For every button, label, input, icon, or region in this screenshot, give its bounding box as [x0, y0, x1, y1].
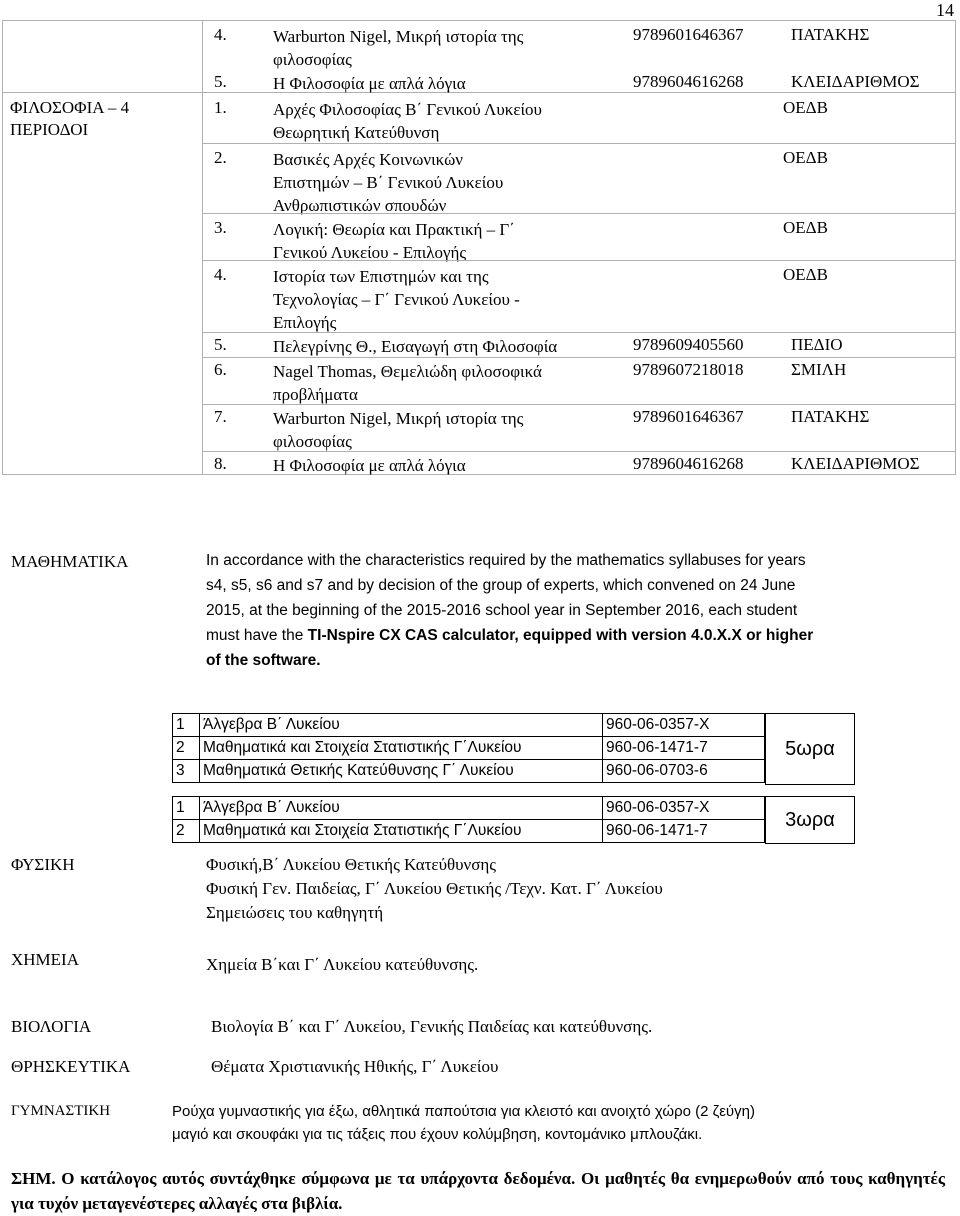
book-publisher: ΚΛΕΙΔΑΡΙΘΜΟΣ: [791, 454, 920, 473]
table-row: [203, 357, 955, 404]
philosophy-books: [203, 93, 956, 475]
book-title: Ιστορία των Επιστημών και της Τεχνολογίας – Γ΄ Γενικού Λυκείου - Επιλογής: [273, 267, 520, 332]
row-number: 2: [173, 820, 200, 843]
book-isbn: 960-06-1471-7: [603, 820, 765, 843]
book-isbn: 960-06-1471-7: [603, 737, 765, 760]
table-row: [203, 213, 955, 262]
book-title: Άλγεβρα Β΄ Λυκείου: [200, 714, 603, 737]
book-publisher: ΟΕΔΒ: [783, 218, 828, 237]
book-isbn: 9789601646367: [633, 407, 744, 426]
math-3h-table: [172, 796, 765, 843]
calculator-requirement-text: [206, 548, 816, 673]
book-title: Πελεγρίνης Θ., Εισαγωγή στη Φιλοσοφία: [273, 337, 558, 356]
row-number: 1: [173, 714, 200, 737]
book-isbn: 9789601646367: [633, 25, 744, 44]
book-number: 2.: [214, 148, 227, 167]
footnote: ΣΗΜ. Ο κατάλογος αυτός συντάχθηκε σύμφωνα με τα υπάρχοντα δεδομένα. Οι μαθητές θα ενημερωθούν από τους καθηγητές για τυχόν μεταγενέστερες αλλαγές στα βιβλία.: [11, 1169, 945, 1213]
book-isbn: 9789609405560: [633, 335, 744, 354]
book-number: 7.: [214, 407, 227, 426]
calculator-text-bold: TI-Nspire CX CAS calculator, equipped with version 4.0.X.X or higher of the software.: [206, 627, 814, 669]
row-number: 2: [173, 737, 200, 760]
mathematics-label: ΜΑΘΗΜΑΤΙΚΑ: [11, 552, 129, 571]
book-isbn: 9789604616268: [633, 72, 744, 91]
book-number: 1.: [214, 98, 227, 117]
book-isbn: 960-06-0703-6: [603, 760, 765, 783]
book-number: 4.: [214, 265, 227, 284]
book-number: 3.: [214, 218, 227, 237]
table-row: [173, 737, 765, 760]
book-isbn: 960-06-0357-X: [603, 714, 765, 737]
calculator-text-plain: In accordance with the characteristics required by the mathematics syllabuses for years s4, s5, s6 and s7 and by decision of the group of experts, which convened on 24 June 2015, at the beginning of the 2015-2016 school year in September 2016, each student must have the: [206, 552, 806, 644]
physics-book-1: Φυσική,Β΄ Λυκείου Θετικής Κατεύθυνσης: [206, 855, 497, 874]
book-title: Λογική: Θεωρία και Πρακτική – Γ΄ Γενικού Λυκείου - Επιλογής: [273, 220, 515, 262]
pe-swimming-line: μαγιό και σκουφάκι για τις τάξεις που έχουν κολύμβηση, κοντομάνικο μπλουζάκι.: [172, 1126, 703, 1143]
book-number: 5.: [214, 72, 227, 91]
table-row: [203, 260, 955, 332]
book-publisher: ΠΑΤΑΚΗΣ: [791, 407, 870, 426]
chemistry-book: Χημεία Β΄και Γ΄ Λυκείου κατεύθυνσης.: [206, 955, 479, 974]
book-title: Η Φιλοσοφία με απλά λόγια: [273, 456, 466, 475]
pe-clothing-line: Ρούχα γυμναστικής για έξω, αθλητικά παπούτσια για κλειστό και ανοιχτό χώρο (2 ζεύγη): [172, 1103, 755, 1120]
book-publisher: ΟΕΔΒ: [783, 265, 828, 284]
book-publisher: ΠΑΤΑΚΗΣ: [791, 25, 870, 44]
subject-name: ΦΙΛΟΣΟΦΙΑ – 4: [10, 98, 130, 117]
book-number: 8.: [214, 454, 227, 473]
philosophy-book-table: [2, 20, 956, 475]
religion-label: ΘΡΗΣΚΕΥΤΙΚΑ: [11, 1057, 131, 1076]
physics-book-2: Φυσική Γεν. Παιδείας, Γ΄ Λυκείου Θετικής /Τεχν. Κατ. Γ΄ Λυκείου: [206, 879, 663, 898]
table-row: [203, 451, 955, 475]
book-isbn: 9789604616268: [633, 454, 744, 473]
table-row: [173, 760, 765, 783]
row-number: 3: [173, 760, 200, 783]
book-publisher: ΟΕΔΒ: [783, 148, 828, 167]
philosophy-subject-cell: [3, 93, 203, 475]
empty-subject-cell: [3, 21, 203, 93]
book-isbn: 960-06-0357-X: [603, 797, 765, 820]
hours-badge-5: 5ωρα: [765, 713, 855, 785]
book-title: Warburton Nigel, Μικρή ιστορία της φιλοσοφίας: [273, 27, 524, 69]
book-publisher: ΚΛΕΙΔΑΡΙΘΜΟΣ: [791, 72, 920, 91]
biology-book: Βιολογία Β΄ και Γ΄ Λυκείου, Γενικής Παιδείας και κατεύθυνσης.: [211, 1017, 653, 1036]
book-isbn: 9789607218018: [633, 360, 744, 379]
math-5h-table: [172, 713, 765, 783]
table-row: [203, 404, 955, 451]
page-number: 14: [936, 0, 954, 20]
book-title: Βασικές Αρχές Κοινωνικών Επιστημών – Β΄ Γενικού Λυκείου Ανθρωπιστικών σπουδών: [273, 150, 504, 215]
table-row: [173, 714, 765, 737]
biology-label: ΒΙΟΛΟΓΙΑ: [11, 1017, 92, 1036]
religion-book: Θέματα Χριστιανικής Ηθικής, Γ΄ Λυκείου: [211, 1057, 499, 1076]
table-row: [203, 143, 955, 215]
physics-label: ΦΥΣΙΚΗ: [11, 855, 75, 874]
subject-periods: ΠΕΡΙΟΔΟΙ: [10, 120, 89, 139]
book-title: Αρχές Φιλοσοφίας Β΄ Γενικού Λυκείου Θεωρητική Κατεύθυνση: [273, 100, 542, 142]
row-number: 1: [173, 797, 200, 820]
book-title: Μαθηματικά Θετικής Κατεύθυνσης Γ΄ Λυκείου: [200, 760, 603, 783]
book-title: Η Φιλοσοφία με απλά λόγια: [273, 74, 466, 93]
book-number: 5.: [214, 335, 227, 354]
book-number: 6.: [214, 360, 227, 379]
hours-badge-3: 3ωρα: [765, 796, 855, 844]
pe-label: ΓΥΜΝΑΣΤΙΚΗ: [11, 1103, 111, 1119]
book-publisher: ΣΜΙΛΗ: [791, 360, 847, 379]
book-publisher: ΠΕΔΙΟ: [791, 335, 843, 354]
philosophy-continued-books: [203, 21, 956, 93]
chemistry-label: ΧΗΜΕΙΑ: [11, 950, 79, 969]
book-title: Warburton Nigel, Μικρή ιστορία της φιλοσοφίας: [273, 409, 524, 451]
book-number: 4.: [214, 25, 227, 44]
book-title: Άλγεβρα Β΄ Λυκείου: [200, 797, 603, 820]
table-row: [203, 332, 955, 356]
table-row: [173, 820, 765, 843]
physics-teacher-notes: Σημειώσεις του καθηγητή: [206, 903, 384, 922]
table-row: [173, 797, 765, 820]
book-publisher: ΟΕΔΒ: [783, 98, 828, 117]
book-title: Nagel Thomas, Θεμελιώδη φιλοσοφικά προβλήματα: [273, 362, 542, 404]
book-title: Μαθηματικά και Στοιχεία Στατιστικής Γ΄Λυκείου: [200, 820, 603, 843]
book-title: Μαθηματικά και Στοιχεία Στατιστικής Γ΄Λυκείου: [200, 737, 603, 760]
